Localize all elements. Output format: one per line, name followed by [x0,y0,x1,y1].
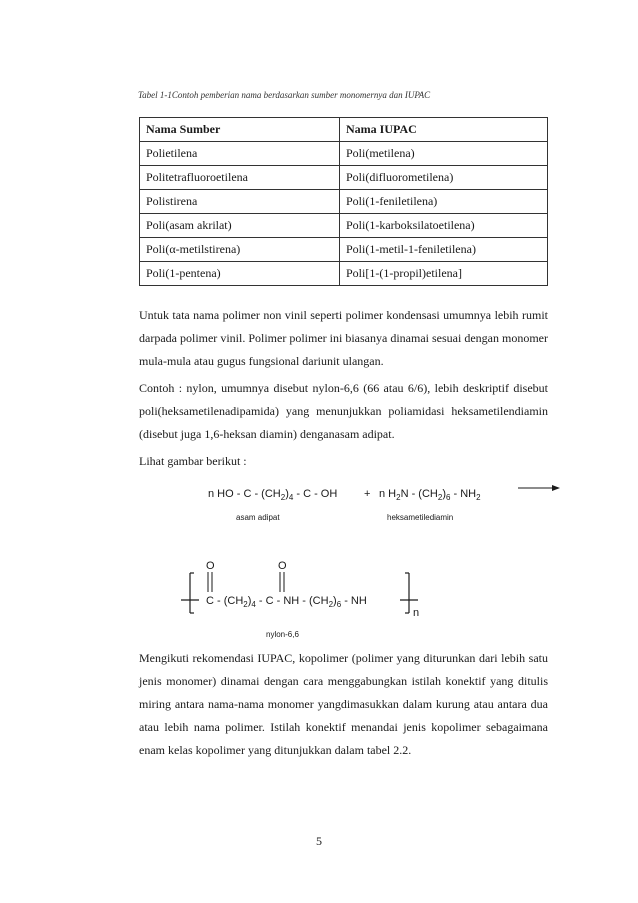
column-header-iupac: Nama IUPAC [340,118,548,142]
table-cell: Poli(asam akrilat) [140,214,340,238]
table-row [140,142,548,166]
oxygen-atom: O [206,560,215,572]
table-row [140,190,548,214]
table-cell: Poli(1-metil-1-feniletilena) [340,238,548,262]
paragraph-see-figure: Lihat gambar berikut : [139,454,247,468]
label-nylon: nylon-6,6 [266,630,299,639]
nylon-repeat-unit: C - $(CH_2)_4$ - C - NH - $(CH_2)_6$ - NH [206,595,367,609]
table-cell: Poli(1-karboksilatoetilena) [340,214,548,238]
table-header-row [140,118,548,142]
product-structure [181,560,419,619]
label-adipic-acid: asam adipat [236,513,280,522]
table-cell: Polistirena [140,190,340,214]
table-cell: Poli[1-(1-propil)etilena] [340,262,548,286]
reactant-adipic-acid: n HO - C - $(CH_2)_4$ - C - OH [208,488,338,502]
table-cell: Polietilena [140,142,340,166]
naming-table [139,117,548,286]
page-number: 5 [316,834,322,848]
oxygen-atom: O [278,560,287,572]
repeat-count-n: n [413,607,420,619]
table-row [140,166,548,190]
table-cell: Poli(difluorometilena) [340,166,548,190]
table-row [140,262,548,286]
reactant-hexamethylenediamine: n $H_2N - (CH_2)_6 - NH_2$ [379,488,481,502]
paragraph-iupac-copolymer: Mengikuti rekomendasi IUPAC, kopolimer (polimer yang diturunkan dari lebih satu jenis monomer) dinamai dengan cara menggabungkan istilah konektif yang ditulis miring antara nama-nama monomer yangdimasukkan dalam kurung atau antara dua atau lebih nama polimer. Istilah konektif menandai jenis kopolimer sebagaimana enam kelas kopolimer yang ditunjukkan dalam tabel 2.2. [139,651,548,757]
table-cell: Poli(α-metilstirena) [140,238,340,262]
table-cell: Poli(1-pentena) [140,262,340,286]
column-header-source: Nama Sumber [140,118,340,142]
table-row [140,214,548,238]
paragraph-nylon-example: Contoh : nylon, umumnya disebut nylon-6,6 (66 atau 6/6), lebih deskriptif disebut poli(heksametilenadipamida) yang menunjukkan poliamidasi heksametilendiamin (disebut juga 1,6-heksan diamin) denganasam adipat. [139,381,548,441]
reaction-arrow [518,485,560,491]
table-caption: Tabel 1-1Contoh pemberian nama berdasarkan sumber monomernya dan IUPAC [138,90,431,100]
paragraph-non-vinyl: Untuk tata nama polimer non vinil seperti polimer kondensasi umumnya lebih rumit darpada polimer vinil. Polimer polimer ini biasanya dinamai sesuai dengan monomer mula-mula atau gugus fungsional dariunit ulangan. [139,308,548,368]
label-hexamethylenediamine: heksametilediamin [387,513,454,522]
table-cell: Politetrafluoroetilena [140,166,340,190]
table-cell: Poli(metilena) [340,142,548,166]
table-row [140,238,548,262]
table-cell: Poli(1-feniletilena) [340,190,548,214]
plus-sign: + [364,488,371,500]
